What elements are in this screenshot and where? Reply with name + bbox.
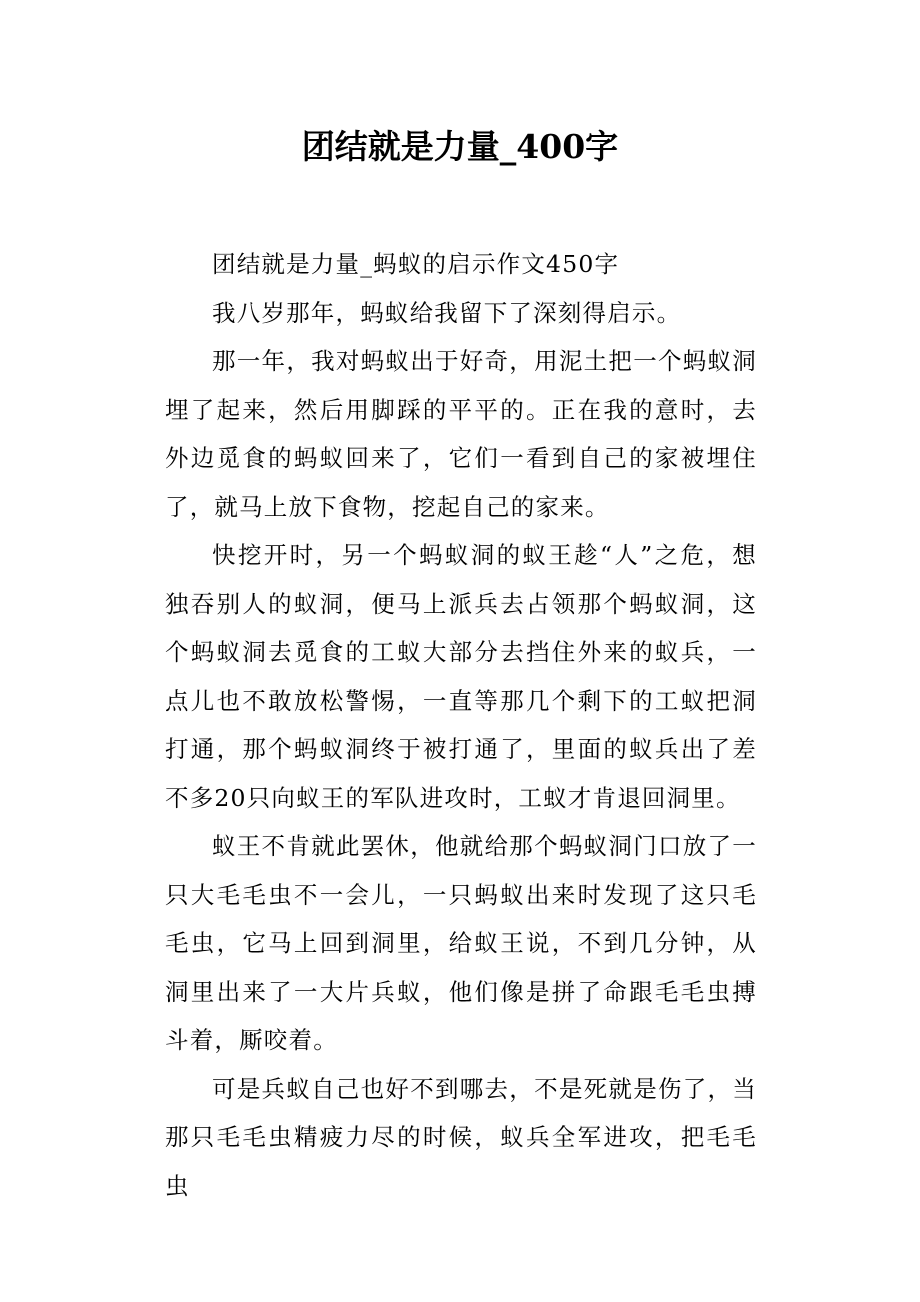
paragraph: 可是兵蚁自己也好不到哪去，不是死就是伤了，当那只毛毛虫精疲力尽的时候，蚁兵全军进攻，把毛毛虫	[165, 1074, 757, 1200]
paragraph: 快挖开时，另一个蚂蚁洞的蚁王趁“人”之危，想独吞别人的蚁洞，便马上派兵去占领那个蚂蚁洞，这个蚂蚁洞去觅食的工蚁大部分去挡住外来的蚁兵，一点儿也不敢放松警惕，一直等那几个剩下的工蚁把洞打通，那个蚂蚁洞终于被打通了，里面的蚁兵出了差不多20只向蚁王的军队进攻时，工蚁才肯退回洞里。	[165, 541, 757, 812]
paragraph: 蚁王不肯就此罢休，他就给那个蚂蚁洞门口放了一只大毛毛虫不一会儿，一只蚂蚁出来时发现了这只毛毛虫，它马上回到洞里，给蚁王说，不到几分钟，从洞里出来了一大片兵蚁，他们像是拼了命跟毛毛虫搏斗着，厮咬着。	[165, 832, 757, 1054]
paragraph: 团结就是力量_蚂蚁的启示作文450字	[212, 250, 620, 278]
paragraph: 我八岁那年，蚂蚁给我留下了深刻得启示。	[212, 298, 682, 327]
document-body	[165, 240, 757, 1210]
paragraph: 那一年，我对蚂蚁出于好奇，用泥土把一个蚂蚁洞埋了起来，然后用脚踩的平平的。正在我的意时，去外边觅食的蚂蚁回来了，它们一看到自己的家被埋住了，就马上放下食物，挖起自己的家来。	[165, 347, 757, 521]
document-title: 团结就是力量_400字	[301, 127, 619, 166]
